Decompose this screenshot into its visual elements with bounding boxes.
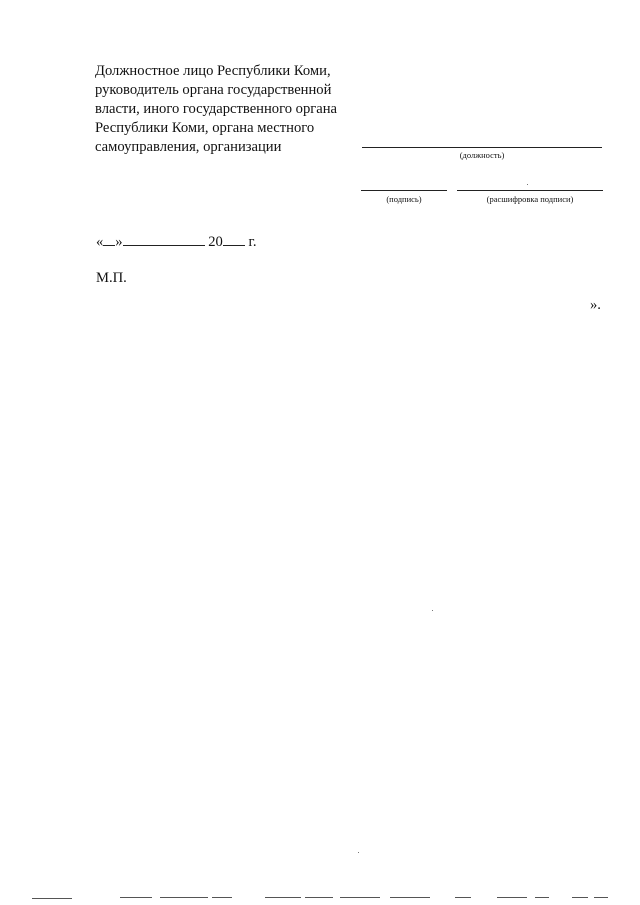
date-open-quote: « xyxy=(96,234,104,250)
scan-dash xyxy=(497,897,527,898)
scan-dash xyxy=(572,897,588,898)
signature-caption: (подпись) xyxy=(386,194,422,204)
decryption-line xyxy=(457,190,603,191)
scan-dash xyxy=(32,898,72,899)
scan-dash xyxy=(455,897,471,898)
official-title-line: власти, иного государственного органа xyxy=(95,101,338,117)
scan-dash xyxy=(120,897,152,898)
day-blank xyxy=(103,233,115,246)
scan-dash xyxy=(160,897,208,898)
scan-dash xyxy=(535,897,549,898)
position-line xyxy=(362,147,602,148)
position-caption: (должность) xyxy=(459,150,505,160)
date-close-quote: » xyxy=(115,234,123,250)
date-line xyxy=(96,233,257,251)
year-prefix: 20 xyxy=(208,234,223,250)
official-title-line: самоуправления, организации xyxy=(95,139,282,155)
official-title-line: Республики Коми, органа местного xyxy=(95,120,315,136)
scan-dash xyxy=(340,897,380,898)
scan-dash xyxy=(305,897,333,898)
month-blank xyxy=(123,233,205,246)
closing-quote: ». xyxy=(590,297,601,313)
official-title-block xyxy=(95,62,375,157)
scan-speck xyxy=(432,610,433,611)
year-suffix: г. xyxy=(248,234,257,250)
official-title-line: руководитель органа государственной xyxy=(95,82,332,98)
decryption-caption: (расшифровка подписи) xyxy=(486,194,574,204)
year-blank xyxy=(223,233,245,246)
scan-speck xyxy=(527,184,528,185)
scan-dash xyxy=(390,897,430,898)
scan-dash xyxy=(594,897,608,898)
signature-line xyxy=(361,190,447,191)
scan-dash xyxy=(265,897,301,898)
scan-dash xyxy=(212,897,232,898)
official-title-line: Должностное лицо Республики Коми, xyxy=(95,63,331,79)
scan-speck xyxy=(358,852,359,853)
stamp-label: М.П. xyxy=(96,270,127,286)
